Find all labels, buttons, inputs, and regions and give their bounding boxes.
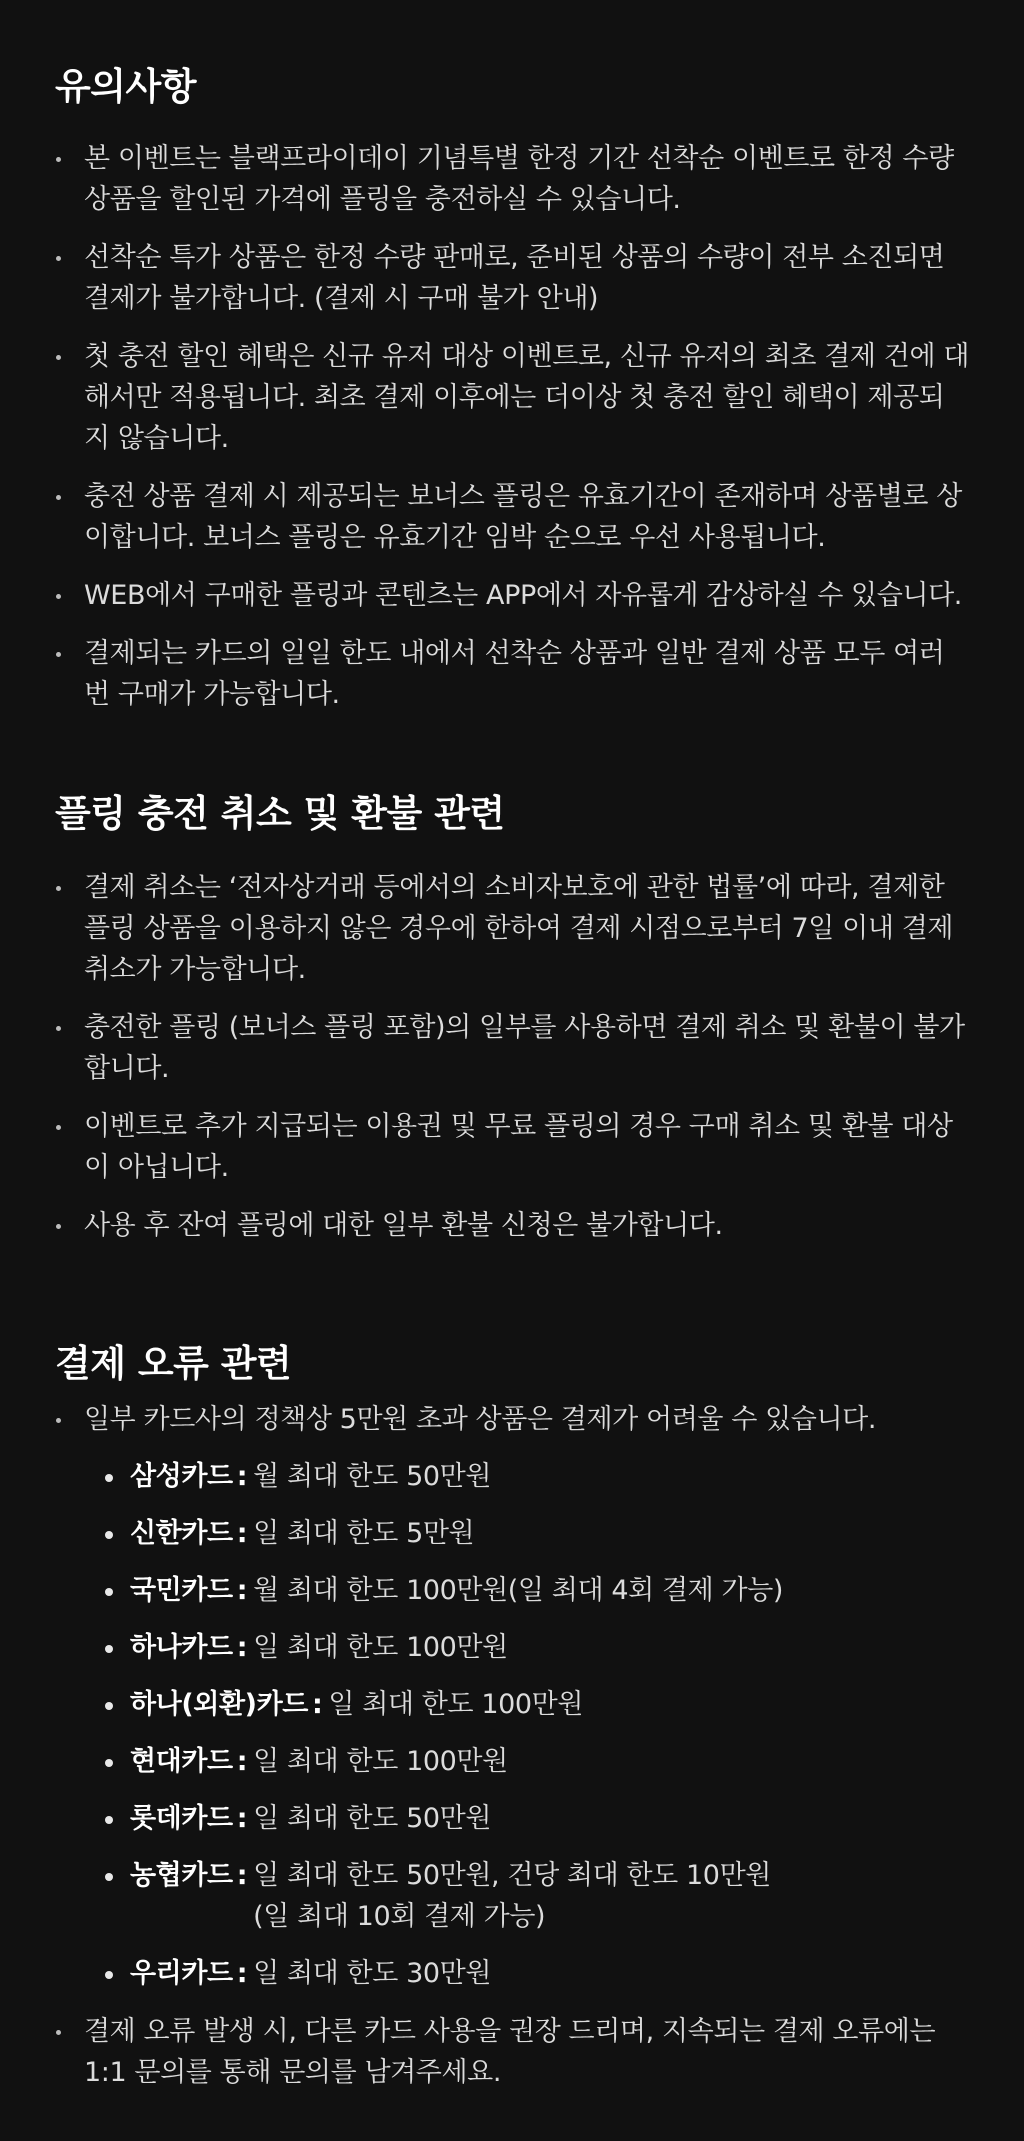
payment-error-list <box>55 1399 969 2093</box>
card-detail: 일 최대 한도 100만원 <box>253 1632 508 1663</box>
card-detail: 일 최대 한도 50만원, 건당 최대 한도 10만원 (일 최대 10회 결제 가능) <box>253 1860 771 1932</box>
card-detail: 월 최대 한도 50만원 <box>253 1461 492 1492</box>
card-separator: : <box>236 1575 248 1606</box>
card-limit-item <box>84 1798 969 1839</box>
card-name: 우리카드 <box>130 1958 233 1989</box>
card-separator: : <box>236 1860 248 1891</box>
card-separator: : <box>236 1746 248 1777</box>
card-separator: : <box>236 1461 248 1492</box>
card-limit-item <box>84 1953 969 1994</box>
payment-error-intro: 일부 카드사의 정책상 5만원 초과 상품은 결제가 어려울 수 있습니다. <box>84 1404 877 1435</box>
card-name: 롯데카드 <box>130 1803 233 1834</box>
card-detail: 일 최대 한도 5만원 <box>253 1518 475 1549</box>
card-detail: 일 최대 한도 50만원 <box>253 1803 492 1834</box>
card-name: 신한카드 <box>130 1518 233 1549</box>
notes-title: 유의사항 <box>55 65 196 108</box>
notes-list <box>55 138 969 715</box>
payment-error-title: 결제 오류 관련 <box>55 1342 292 1385</box>
list-item: 충전 상품 결제 시 제공되는 보너스 플링은 유효기간이 존재하며 상품별로 상이합니다. 보너스 플링은 유효기간 임박 순으로 우선 사용됩니다. <box>55 476 969 558</box>
list-item: 사용 후 잔여 플링에 대한 일부 환불 신청은 불가합니다. <box>55 1205 969 1246</box>
card-limit-item <box>84 1513 969 1554</box>
list-item: 첫 충전 할인 혜택은 신규 유저 대상 이벤트로, 신규 유저의 최초 결제 건에 대해서만 적용됩니다. 최초 결제 이후에는 더이상 첫 충전 할인 혜택이 제공되지 않습니다. <box>55 336 969 459</box>
card-separator: : <box>236 1518 248 1549</box>
list-item: 결제되는 카드의 일일 한도 내에서 선착순 상품과 일반 결제 상품 모두 여러번 구매가 가능합니다. <box>55 633 969 715</box>
card-limit-item <box>84 1627 969 1668</box>
card-separator: : <box>236 1958 248 1989</box>
card-detail: 월 최대 한도 100만원(일 최대 4회 결제 가능) <box>253 1575 784 1606</box>
list-item: 선착순 특가 상품은 한정 수량 판매로, 준비된 상품의 수량이 전부 소진되면 결제가 불가합니다. (결제 시 구매 불가 안내) <box>55 237 969 319</box>
card-detail: 일 최대 한도 30만원 <box>253 1958 492 1989</box>
card-separator: : <box>236 1632 248 1663</box>
card-detail: 일 최대 한도 100만원 <box>328 1689 584 1720</box>
list-item: 본 이벤트는 블랙프라이데이 기념특별 한정 기간 선착순 이벤트로 한정 수량 상품을 할인된 가격에 플링을 충전하실 수 있습니다. <box>55 138 969 220</box>
card-limit-item <box>84 1684 969 1725</box>
card-name: 현대카드 <box>130 1746 233 1777</box>
card-limit-list <box>84 1456 969 1994</box>
list-item <box>55 1399 969 1994</box>
list-item: WEB에서 구매한 플링과 콘텐츠는 APP에서 자유롭게 감상하실 수 있습니다. <box>55 575 969 616</box>
card-limit-item <box>84 1456 969 1497</box>
card-limit-item <box>84 1741 969 1782</box>
card-name: 삼성카드 <box>130 1461 233 1492</box>
card-name: 하나(외환)카드 <box>130 1689 308 1720</box>
card-name: 하나카드 <box>130 1632 233 1663</box>
card-name: 농협카드 <box>130 1860 233 1891</box>
list-item: 충전한 플링 (보너스 플링 포함)의 일부를 사용하면 결제 취소 및 환불이 불가합니다. <box>55 1007 969 1089</box>
list-item: 결제 오류 발생 시, 다른 카드 사용을 권장 드리며, 지속되는 결제 오류에는 1:1 문의를 통해 문의를 남겨주세요. <box>55 2011 969 2093</box>
list-item: 이벤트로 추가 지급되는 이용권 및 무료 플링의 경우 구매 취소 및 환불 대상이 아닙니다. <box>55 1106 969 1188</box>
card-separator: : <box>311 1689 323 1720</box>
card-limit-item <box>84 1570 969 1611</box>
card-name: 국민카드 <box>130 1575 233 1606</box>
card-limit-item <box>84 1855 969 1937</box>
card-separator: : <box>236 1803 248 1834</box>
refund-title: 플링 충전 취소 및 환불 관련 <box>55 792 505 835</box>
card-detail: 일 최대 한도 100만원 <box>253 1746 508 1777</box>
refund-list <box>55 867 969 1246</box>
list-item: 결제 취소는 ‘전자상거래 등에서의 소비자보호에 관한 법률’에 따라, 결제한 플링 상품을 이용하지 않은 경우에 한하여 결제 시점으로부터 7일 이내 결제 취소가 가능합니다. <box>55 867 969 990</box>
